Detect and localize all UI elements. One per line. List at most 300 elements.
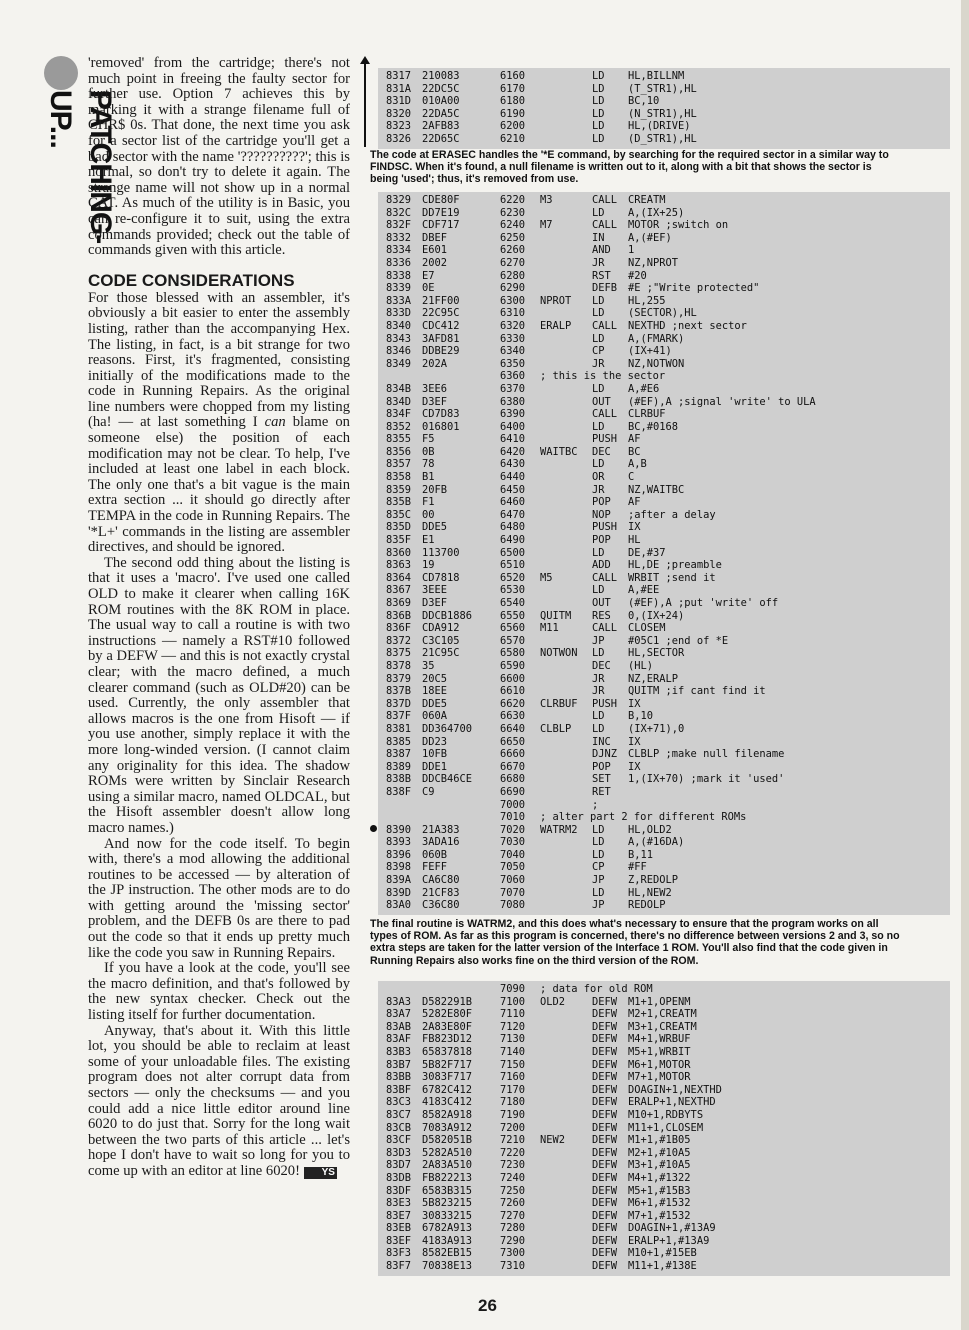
code-line-number: 7040 [500, 848, 526, 861]
code-operand: IX [628, 760, 641, 773]
code-line [378, 899, 950, 912]
code-operand: HL,NEW2 [628, 886, 672, 899]
code-line [378, 786, 950, 799]
code-line [378, 1247, 950, 1260]
code-operand: BC [628, 445, 641, 458]
code-operand: (IX+71),0 [628, 722, 685, 735]
code-address: 83A3 [386, 995, 412, 1008]
code-line [378, 811, 950, 824]
code-opcode: DEFW [592, 1222, 618, 1235]
code-hex-code: 35 [422, 659, 435, 672]
code-address: 83B3 [386, 1045, 412, 1058]
code-operand: HL,SECTOR [628, 647, 685, 660]
code-address: 8387 [386, 748, 412, 761]
code-address: 8326 [386, 132, 412, 145]
code-hex-code: 210083 [422, 70, 460, 82]
code-label: QUITM [540, 609, 572, 622]
code-address: 839A [386, 874, 412, 887]
heading-dot [44, 56, 78, 90]
code-operand: M6+1,#1532 [628, 1197, 691, 1210]
code-address: 835F [386, 534, 412, 547]
code-opcode: JR [592, 672, 605, 685]
code-line [378, 1109, 950, 1122]
article-paragraph: If you have a look at the code, you'll see the macro definition, and that's followed by the new syntax checker. Check out the listing itself for further documentation. [88, 960, 350, 1024]
code-opcode: DEFW [592, 1247, 618, 1260]
code-operand: M3+1,#10A5 [628, 1159, 691, 1172]
code-line [378, 194, 950, 207]
code-line-number: 6570 [500, 634, 526, 647]
code-line-number: 6660 [500, 748, 526, 761]
page-number: 26 [478, 1296, 497, 1315]
code-operand: DOAGIN+1,NEXTHD [628, 1083, 722, 1096]
code-line [378, 408, 950, 421]
code-listing-1 [378, 68, 950, 149]
code-line [378, 320, 950, 333]
code-line [378, 1059, 950, 1072]
code-line-number: 7160 [500, 1071, 526, 1084]
code-operand: NZ,ERALP [628, 672, 679, 685]
code-operand: M7+1,MOTOR [628, 1071, 691, 1084]
code-hex-code: 21CF83 [422, 886, 460, 899]
code-operand: M3+1,CREATM [628, 1020, 697, 1033]
code-address: 8317 [386, 70, 412, 82]
code-line [378, 396, 950, 409]
code-hex-code: C9 [422, 785, 435, 798]
code-opcode: CP [592, 345, 605, 358]
code-opcode: DEFW [592, 1008, 618, 1021]
code-address: 835C [386, 508, 412, 521]
code-opcode: RET [592, 785, 611, 798]
code-address: 8339 [386, 282, 412, 295]
side-heading [38, 56, 117, 276]
code-hex-code: E1 [422, 534, 435, 547]
code-opcode: LD [592, 886, 605, 899]
code-line-number: 6290 [500, 282, 526, 295]
code-address: 8332 [386, 231, 412, 244]
code-operand: NZ,WAITBC [628, 483, 685, 496]
code-address: 8385 [386, 735, 412, 748]
code-line [378, 484, 950, 497]
code-opcode: DEFW [592, 1108, 618, 1121]
code-hex-code: 19 [422, 559, 435, 572]
code-line [378, 1185, 950, 1198]
code-hex-code: 3EEE [422, 584, 448, 597]
code-operand: (T_STR1),HL [628, 82, 697, 95]
code-address: 835B [386, 496, 412, 509]
code-opcode: LD [592, 206, 605, 219]
code-line-number: 7260 [500, 1197, 526, 1210]
code-line-number: 6420 [500, 445, 526, 458]
code-address: 8343 [386, 332, 412, 345]
code-line [378, 710, 950, 723]
code-line-number: 7220 [500, 1146, 526, 1159]
code-line-number: 7300 [500, 1247, 526, 1260]
code-opcode: LD [592, 307, 605, 320]
emphasis-text: can [264, 414, 286, 431]
code-line-number: 6360 [500, 370, 526, 383]
code-line-number: 7230 [500, 1159, 526, 1172]
code-opcode: DEFW [592, 1020, 618, 1033]
code-opcode: LD [592, 294, 605, 307]
code-opcode: DEFW [592, 1045, 618, 1058]
code-address: 83CF [386, 1134, 412, 1147]
code-line [378, 433, 950, 446]
code-hex-code: 21C95C [422, 647, 460, 660]
code-address: 8356 [386, 445, 412, 458]
code-address: 8349 [386, 357, 412, 370]
code-line-number: 6470 [500, 508, 526, 521]
code-listing-2 [378, 192, 950, 915]
code-hex-code: 3083F717 [422, 1071, 473, 1084]
code-line [378, 647, 950, 660]
code-opcode: DEFW [592, 1058, 618, 1071]
code-hex-code: 20C5 [422, 672, 448, 685]
code-operand: ;after a delay [628, 508, 716, 521]
code-operand: HL,DE ;preamble [628, 559, 722, 572]
code-line [378, 496, 950, 509]
code-line [378, 534, 950, 547]
code-line-number: 6430 [500, 458, 526, 471]
code-opcode: RST [592, 269, 611, 282]
code-opcode: DJNZ [592, 748, 618, 761]
code-line-number: 7190 [500, 1108, 526, 1121]
code-operand: M4+1,#1322 [628, 1171, 691, 1184]
code-line [378, 1096, 950, 1109]
code-line [378, 345, 950, 358]
code-address: 83A0 [386, 899, 412, 912]
code-line-number: 7050 [500, 861, 526, 874]
code-opcode: JP [592, 634, 605, 647]
code-line [378, 257, 950, 270]
code-line [378, 824, 950, 837]
code-address: 8323 [386, 120, 412, 133]
code-opcode: JR [592, 357, 605, 370]
code-line-number: 6480 [500, 521, 526, 534]
code-opcode: LD [592, 132, 605, 145]
code-opcode: SET [592, 773, 611, 786]
code-line-number: 7070 [500, 886, 526, 899]
code-hex-code: CDE80F [422, 194, 460, 206]
code-address: 8358 [386, 471, 412, 484]
code-opcode: DEFW [592, 1197, 618, 1210]
code-opcode: LD [592, 95, 605, 108]
code-opcode: DEFW [592, 1209, 618, 1222]
code-hex-code: 3AFD81 [422, 332, 460, 345]
article-paragraph [88, 291, 350, 556]
code-label: WAITBC [540, 445, 578, 458]
code-operand: C [628, 471, 635, 484]
code-line-number: 6250 [500, 231, 526, 244]
code-line [378, 1008, 950, 1021]
code-hex-code: 5282E80F [422, 1008, 473, 1021]
code-line-number: 6280 [500, 269, 526, 282]
code-opcode: DEFW [592, 1083, 618, 1096]
code-listing-3 [378, 981, 950, 1276]
code-operand: QUITM ;if cant find it [628, 685, 766, 698]
code-operand: #05C1 ;end of *E [628, 634, 729, 647]
code-line-number: 6190 [500, 107, 526, 120]
code-address: 83CB [386, 1121, 412, 1134]
code-line [378, 799, 950, 812]
code-address: 832F [386, 219, 412, 232]
code-line-number: 7010 [500, 811, 526, 824]
code-opcode: ; [592, 798, 599, 811]
code-line [378, 1172, 950, 1185]
code-address: 8381 [386, 722, 412, 735]
code-hex-code: CA6C80 [422, 874, 460, 887]
code-operand: M10+1,#15EB [628, 1247, 697, 1260]
code-hex-code: CD7D83 [422, 408, 460, 421]
code-hex-code: FEFF [422, 861, 448, 874]
code-address: 8352 [386, 420, 412, 433]
code-line-number: 7200 [500, 1121, 526, 1134]
code-opcode: AND [592, 244, 611, 257]
code-address: 834F [386, 408, 412, 421]
code-operand: BC,#0168 [628, 420, 679, 433]
code-operand: (#EF),A ;signal 'write' to ULA [628, 395, 816, 408]
code-line-number: 6620 [500, 697, 526, 710]
code-line [378, 120, 950, 133]
code-line-number: 7110 [500, 1008, 526, 1021]
code-line [378, 1084, 950, 1097]
code-hex-code: CDF717 [422, 219, 460, 232]
code-operand: A,#E6 [628, 382, 660, 395]
code-line-number: 6330 [500, 332, 526, 345]
code-opcode: LD [592, 836, 605, 849]
code-address: 83AB [386, 1020, 412, 1033]
code-line [378, 333, 950, 346]
code-hex-code: DDE5 [422, 697, 448, 710]
code-address: 8389 [386, 760, 412, 773]
code-opcode: OUT [592, 597, 611, 609]
code-line [378, 861, 950, 874]
code-label: WATRM2 [540, 823, 578, 836]
code-line-number: 6680 [500, 773, 526, 786]
code-address: 834B [386, 382, 412, 395]
code-operand: #FF [628, 861, 647, 874]
code-opcode: PUSH [592, 521, 618, 534]
code-hex-code: 060A [422, 710, 448, 723]
code-operand: WRBIT ;send it [628, 571, 716, 584]
code-operand: IX [628, 735, 641, 748]
code-address: 83DF [386, 1184, 412, 1197]
code-address: 8360 [386, 546, 412, 559]
code-line [378, 547, 950, 560]
code-hex-code: C36C80 [422, 899, 460, 912]
code-line-number: 6650 [500, 735, 526, 748]
code-line [378, 836, 950, 849]
code-address: 8340 [386, 319, 412, 332]
code-line [378, 421, 950, 434]
code-line [378, 207, 950, 220]
code-hex-code: 21A383 [422, 823, 460, 836]
code-opcode: POP [592, 496, 611, 509]
code-hex-code: F5 [422, 433, 435, 446]
code-opcode: LD [592, 458, 605, 471]
code-line-number: 7210 [500, 1134, 526, 1147]
paragraph-text: Anyway, that's about it. With this little lot, you should be able to reclaim at least some of your unloadable files. The existing program does not alter corrupt data from sectors — only the checksums — and you could add a nice little editor around line 6020 to do just that. Sorry for the long wait between the two parts of this article ... let's hope I don't have to wait so long for you to come up with an editor at line 6020! [88, 1022, 350, 1179]
code-operand: DOAGIN+1,#13A9 [628, 1222, 716, 1235]
code-hex-code: FB823D12 [422, 1033, 473, 1046]
code-opcode: OUT [592, 395, 611, 408]
code-address: 834D [386, 395, 412, 408]
code-line-number: 7000 [500, 798, 526, 811]
code-address: 833A [386, 294, 412, 307]
code-line-number: 6560 [500, 622, 526, 635]
code-line-number: 6450 [500, 483, 526, 496]
code-line [378, 471, 950, 484]
code-hex-code: 78 [422, 458, 435, 471]
code-hex-code: 0B [422, 445, 435, 458]
page-edge [961, 0, 969, 1330]
code-opcode: IN [592, 231, 605, 244]
paragraph-text: blame on someone else) the position of each modification may not be clear. To help, I've included at least one label in each block. The only one that's a bit vague is the main extra section ... it should go directly after TEMPA in the code in Running Repairs. The '*L+' commands in the listing are assembler directives, and should be ignored. [88, 414, 350, 556]
code-address: 832C [386, 206, 412, 219]
paragraph-text: For those blessed with an assembler, it's obviously a bit easier to enter the assembly listing, rather than the accompanying Hex. The listing, in fact, is a bit strange for two reasons. First, it's fragmented, consisting initially of the modifications made to the code in Running Repairs. As the original line numbers were chopped from my listing (ha! — at last something I [88, 289, 350, 431]
code-hex-code: FB822213 [422, 1171, 473, 1184]
code-opcode: CALL [592, 408, 618, 421]
code-opcode: DEFW [592, 1146, 618, 1159]
code-hex-code: 6782C412 [422, 1083, 473, 1096]
code-opcode: OR [592, 471, 605, 484]
code-line [378, 1147, 950, 1160]
code-operand: M5+1,#15B3 [628, 1184, 691, 1197]
code-hex-code: DD364700 [422, 722, 473, 735]
code-line-number: 6590 [500, 659, 526, 672]
code-hex-code: 21FF00 [422, 294, 460, 307]
code-operand: #20 [628, 269, 647, 282]
code-line-number: 6630 [500, 710, 526, 723]
code-address: 835D [386, 521, 412, 534]
code-opcode: DEFW [592, 1184, 618, 1197]
code-line [378, 572, 950, 585]
code-operand: (IX+41) [628, 345, 672, 358]
code-line [378, 1134, 950, 1147]
code-operand: BC,10 [628, 95, 660, 108]
code-line-number: 7150 [500, 1058, 526, 1071]
code-line [378, 1046, 950, 1059]
code-opcode: DEFB [592, 282, 618, 295]
code-line-number: 7270 [500, 1209, 526, 1222]
code-label: ERALP [540, 319, 572, 332]
code-line [378, 983, 950, 996]
code-hex-code: 5282A510 [422, 1146, 473, 1159]
code-line [378, 736, 950, 749]
code-operand: (HL) [628, 659, 654, 672]
code-hex-code: D3EF [422, 597, 448, 609]
code-address: 8355 [386, 433, 412, 446]
code-hex-code: 22DA5C [422, 107, 460, 120]
code-line-number: 7280 [500, 1222, 526, 1235]
code-hex-code: 30833215 [422, 1209, 473, 1222]
code-opcode: ADD [592, 559, 611, 572]
code-opcode: RES [592, 609, 611, 622]
code-operand: IX [628, 697, 641, 710]
code-opcode: LD [592, 647, 605, 660]
code-hex-code: DDCB1886 [422, 609, 473, 622]
code-address: 83D3 [386, 1146, 412, 1159]
article-paragraph [88, 1024, 350, 1180]
code-line-number: 6160 [500, 70, 526, 82]
code-line [378, 874, 950, 887]
code-opcode: DEFW [592, 1171, 618, 1184]
code-operand: M2+1,CREATM [628, 1008, 697, 1021]
code-line-number: 7130 [500, 1033, 526, 1046]
code-opcode: DEFW [592, 1134, 618, 1147]
code-line [378, 723, 950, 736]
code-address: 83E3 [386, 1197, 412, 1210]
code-opcode: CALL [592, 622, 618, 635]
code-hex-code: 6782A913 [422, 1222, 473, 1235]
code-operand: HL,BILLNM [628, 70, 685, 82]
code-hex-code: 22DC5C [422, 82, 460, 95]
code-label: M7 [540, 219, 553, 232]
code-line-number: 7250 [500, 1184, 526, 1197]
code-hex-code: 5B823215 [422, 1197, 473, 1210]
code-opcode: INC [592, 735, 611, 748]
code-line-number: 6180 [500, 95, 526, 108]
code-opcode: CALL [592, 319, 618, 332]
code-label: ; alter part 2 for different ROMs [540, 811, 747, 824]
caption-2: The final routine is WATRM2, and this does what's necessary to ensure that the program works on all types of ROM. As far as this program is concerned, there's no difference between versions 2 and 3, so no extra steps are taken for the latter version of the Interface 1 ROM. You'll also find that the code given in Running Repairs also works fine on the third version of the ROM. [370, 918, 900, 967]
code-opcode: POP [592, 760, 611, 773]
code-line-number: 6340 [500, 345, 526, 358]
code-operand: CLRBUF [628, 408, 666, 421]
code-address: 83F7 [386, 1260, 412, 1273]
code-hex-code: 060B [422, 848, 448, 861]
code-opcode: LD [592, 584, 605, 597]
code-hex-code: CD7818 [422, 571, 460, 584]
code-line [378, 1021, 950, 1034]
code-opcode: JP [592, 899, 605, 912]
code-opcode: DEFW [592, 1159, 618, 1172]
code-opcode: CALL [592, 219, 618, 232]
code-address: 831A [386, 82, 412, 95]
code-line-number: 7080 [500, 899, 526, 912]
code-line [378, 1235, 950, 1248]
code-address: 8336 [386, 256, 412, 269]
code-line [378, 635, 950, 648]
code-operand: A,#EE [628, 584, 660, 597]
code-operand: A,(#EF) [628, 231, 672, 244]
code-opcode: DEFW [592, 1260, 618, 1273]
code-address: 8398 [386, 861, 412, 874]
code-line [378, 83, 950, 96]
code-opcode: LD [592, 722, 605, 735]
section-heading: CODE CONSIDERATIONS [88, 270, 295, 290]
code-line-number: 6370 [500, 382, 526, 395]
code-label: M11 [540, 622, 559, 635]
code-line [378, 358, 950, 371]
code-line [378, 584, 950, 597]
code-hex-code: 65837818 [422, 1045, 473, 1058]
code-label: CLRBUF [540, 697, 578, 710]
code-operand: 1,(IX+70) ;mark it 'used' [628, 773, 785, 786]
code-hex-code: 6583B315 [422, 1184, 473, 1197]
code-line [378, 1197, 950, 1210]
code-hex-code: DD23 [422, 735, 448, 748]
code-operand: AF [628, 433, 641, 446]
code-operand: (N_STR1),HL [628, 107, 697, 120]
code-line [378, 446, 950, 459]
code-line [378, 1071, 950, 1084]
code-line-number: 6310 [500, 307, 526, 320]
code-line-number: 6400 [500, 420, 526, 433]
code-opcode: JP [592, 874, 605, 887]
code-address: 8393 [386, 836, 412, 849]
up-arrow-icon [364, 62, 366, 147]
code-operand: CLOSEM [628, 622, 666, 635]
